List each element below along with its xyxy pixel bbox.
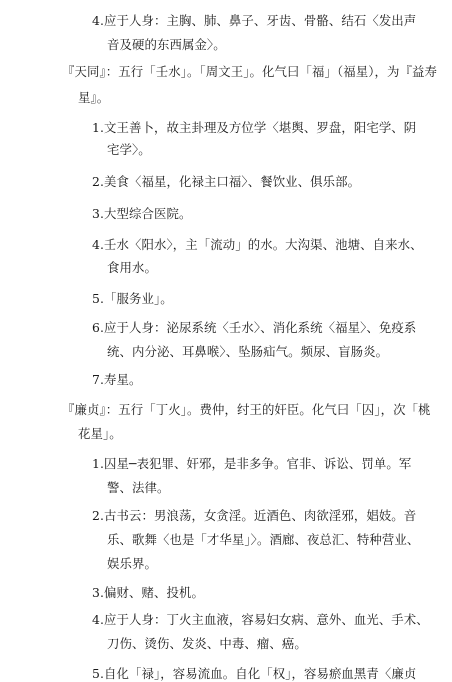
text-line: 3.偏财、赌、投机。 — [92, 585, 204, 600]
text-line: 5.「服务业」。 — [92, 291, 173, 306]
text-line: 刀伤、烫伤、发炎、中毒、瘤、癌。 — [107, 636, 307, 651]
text-line: 2.古书云：男浪荡，女贪淫。近酒色、肉欲淫邪，娼妓。音 — [92, 508, 417, 523]
text-line: 花星」。 — [78, 426, 122, 441]
text-line: 1.文王善卜，故主卦理及方位学〈堪舆、罗盘，阳宅学、阴 — [92, 120, 417, 135]
text-line: 宅学〉。 — [107, 142, 151, 157]
text-line: 『廉贞』：五行「丁火」。费仲，纣王的奸臣。化气曰「囚」，次「桃 — [62, 402, 431, 417]
text-line: 乐、歌舞〈也是「才华星」〉。酒廊、夜总汇、特种营业、 — [107, 532, 420, 547]
text-line: 6.应于人身：泌尿系统〈壬水〉、消化系统〈福星〉、免疫系 — [92, 320, 417, 335]
text-line: 娱乐界。 — [107, 556, 157, 571]
text-line: 3.大型综合医院。 — [92, 206, 192, 221]
text-line: 4.壬水〈阳水〉，主「流动」的水。大沟渠、池塘、自来水、 — [92, 237, 423, 252]
text-line: 7.寿星。 — [92, 372, 142, 387]
text-line: 1.囚星─表犯罪、奸邪，是非多争。官非、诉讼、罚单。军 — [92, 456, 412, 471]
text-line: 4.应于人身：主胸、肺、鼻子、牙齿、骨骼、结石〈发出声 — [92, 13, 417, 28]
text-line: 警、法律。 — [107, 480, 170, 495]
text-line: 音及硬的东西属金〉。 — [107, 37, 226, 52]
text-line: 『天同』：五行「壬水」。「周文王」。化气曰「福」（福星），为『益寿 — [62, 64, 437, 79]
text-line: 5.自化「禄」，容易流血。自化「权」，容易瘀血黑青〈廉贞 — [92, 666, 417, 681]
text-line: 统、内分泌、耳鼻喉〉、坠肠疝气。频尿、盲肠炎。 — [107, 344, 389, 359]
text-line: 星』。 — [78, 90, 110, 105]
text-line: 4.应于人身：丁火主血液，容易妇女病、意外、血光、手术、 — [92, 612, 429, 627]
text-line: 2.美食〈福星，化禄主口福〉、餐饮业、俱乐部。 — [92, 174, 361, 189]
text-line: 食用水。 — [107, 260, 157, 275]
